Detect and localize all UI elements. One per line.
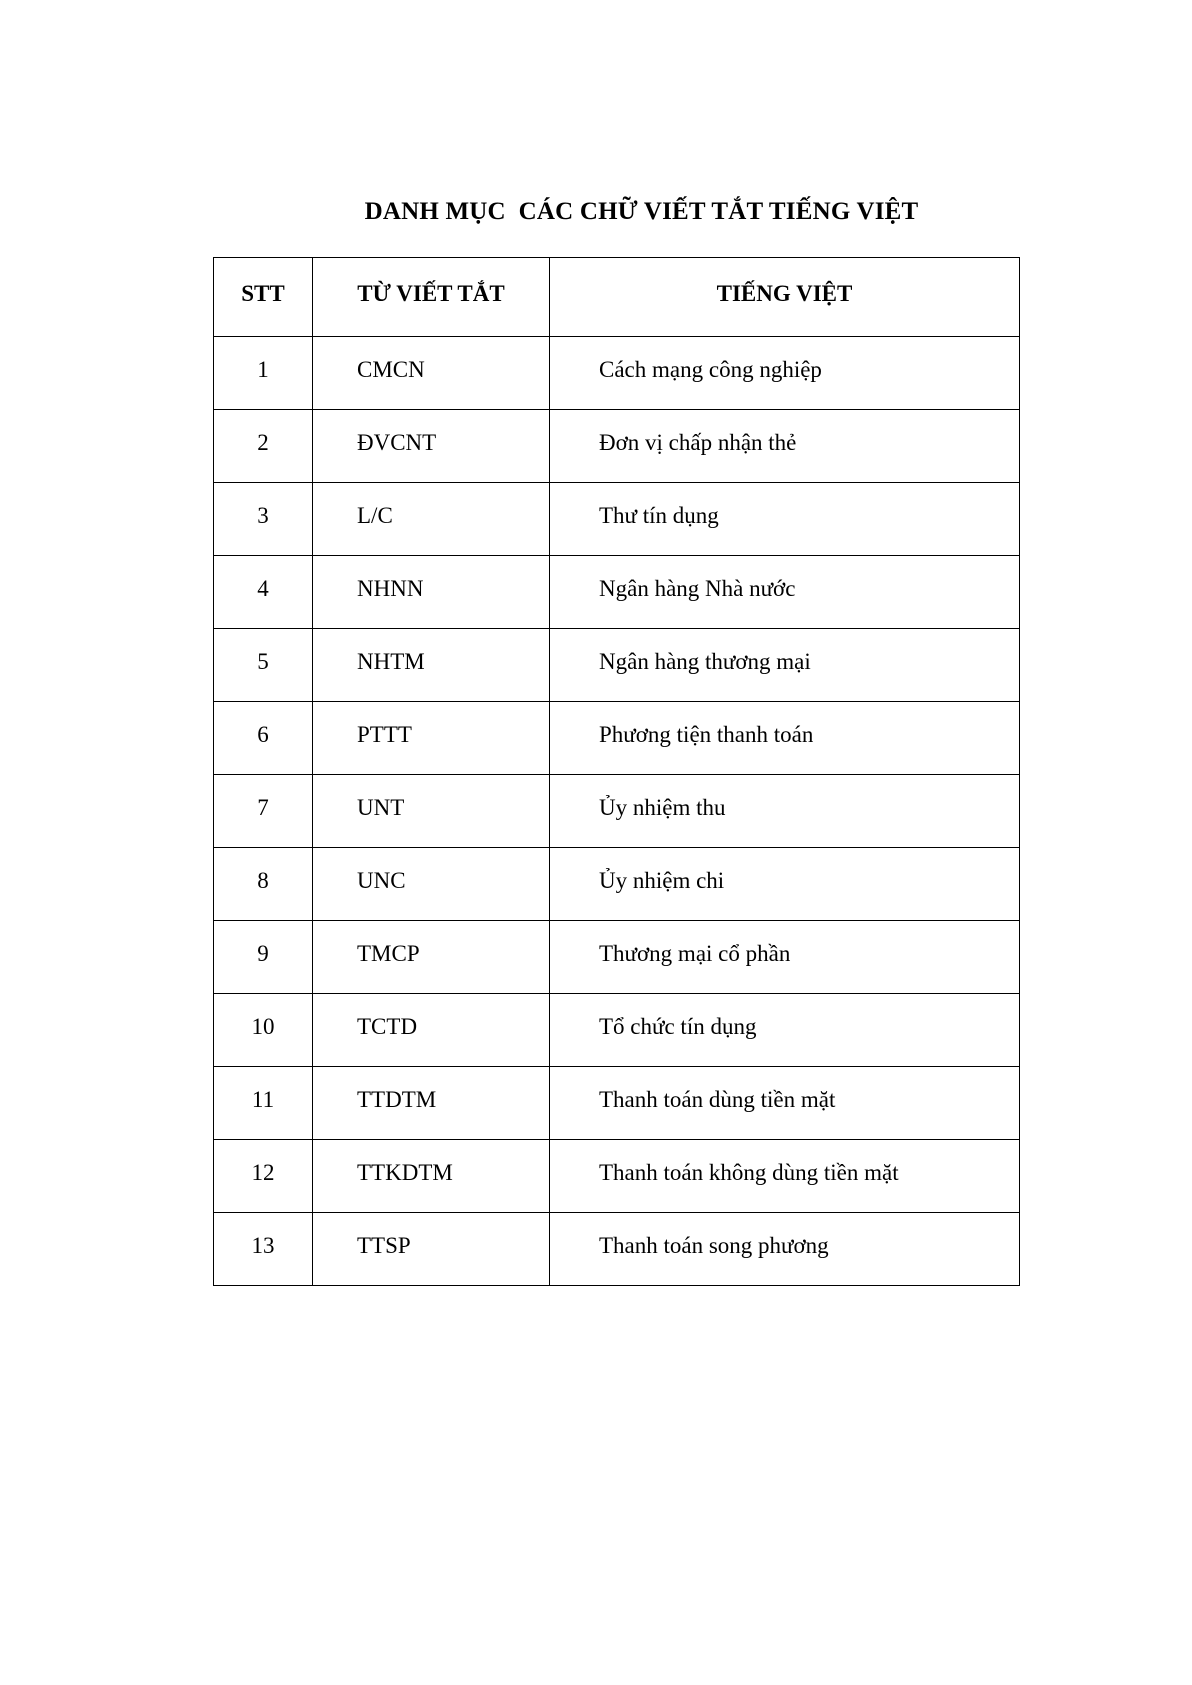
cell-abbreviation: CMCN	[313, 337, 550, 410]
cell-full-term: Ủy nhiệm chi	[550, 848, 1020, 921]
cell-full-term: Thanh toán không dùng tiền mặt	[550, 1140, 1020, 1213]
cell-stt: 9	[214, 921, 313, 994]
cell-full-term: Đơn vị chấp nhận thẻ	[550, 410, 1020, 483]
cell-abbreviation: UNT	[313, 775, 550, 848]
table-row	[214, 775, 1020, 848]
table-row	[214, 337, 1020, 410]
cell-full-term: Thanh toán dùng tiền mặt	[550, 1067, 1020, 1140]
cell-abbreviation: PTTT	[313, 702, 550, 775]
table-row	[214, 629, 1020, 702]
cell-full-term: Cách mạng công nghiệp	[550, 337, 1020, 410]
cell-stt: 4	[214, 556, 313, 629]
cell-stt: 2	[214, 410, 313, 483]
cell-stt: 12	[214, 1140, 313, 1213]
table-row	[214, 1140, 1020, 1213]
cell-abbreviation: ĐVCNT	[313, 410, 550, 483]
cell-stt: 11	[214, 1067, 313, 1140]
cell-stt: 3	[214, 483, 313, 556]
cell-stt: 7	[214, 775, 313, 848]
abbreviation-table	[213, 257, 1020, 1286]
cell-full-term: Ngân hàng thương mại	[550, 629, 1020, 702]
cell-full-term: Ngân hàng Nhà nước	[550, 556, 1020, 629]
cell-abbreviation: TMCP	[313, 921, 550, 994]
cell-full-term: Thanh toán song phương	[550, 1213, 1020, 1286]
page-title: DANH MỤC CÁC CHỮ VIẾT TẮT TIẾNG VIỆT	[364, 198, 919, 225]
cell-full-term: Ủy nhiệm thu	[550, 775, 1020, 848]
cell-abbreviation: TTSP	[313, 1213, 550, 1286]
cell-stt: 10	[214, 994, 313, 1067]
table-row	[214, 702, 1020, 775]
cell-full-term: Tổ chức tín dụng	[550, 994, 1020, 1067]
table-row	[214, 1213, 1020, 1286]
table-row	[214, 410, 1020, 483]
table-row	[214, 1067, 1020, 1140]
cell-abbreviation: NHTM	[313, 629, 550, 702]
cell-abbreviation: L/C	[313, 483, 550, 556]
cell-full-term: Thương mại cổ phần	[550, 921, 1020, 994]
cell-abbreviation: UNC	[313, 848, 550, 921]
table-row	[214, 483, 1020, 556]
cell-stt: 1	[214, 337, 313, 410]
cell-stt: 6	[214, 702, 313, 775]
table-header-row	[214, 258, 1020, 337]
table-row	[214, 994, 1020, 1067]
cell-abbreviation: TCTD	[313, 994, 550, 1067]
table-row	[214, 921, 1020, 994]
table-body	[214, 337, 1020, 1286]
cell-full-term: Thư tín dụng	[550, 483, 1020, 556]
cell-stt: 8	[214, 848, 313, 921]
cell-full-term: Phương tiện thanh toán	[550, 702, 1020, 775]
cell-abbreviation: TTDTM	[313, 1067, 550, 1140]
cell-abbreviation: TTKDTM	[313, 1140, 550, 1213]
cell-abbreviation: NHNN	[313, 556, 550, 629]
cell-stt: 13	[214, 1213, 313, 1286]
header-full-term: TIẾNG VIỆT	[550, 258, 1020, 337]
cell-stt: 5	[214, 629, 313, 702]
table-row	[214, 556, 1020, 629]
header-abbreviation: TỪ VIẾT TẮT	[313, 258, 550, 337]
table-row	[214, 848, 1020, 921]
header-stt: STT	[214, 258, 313, 337]
